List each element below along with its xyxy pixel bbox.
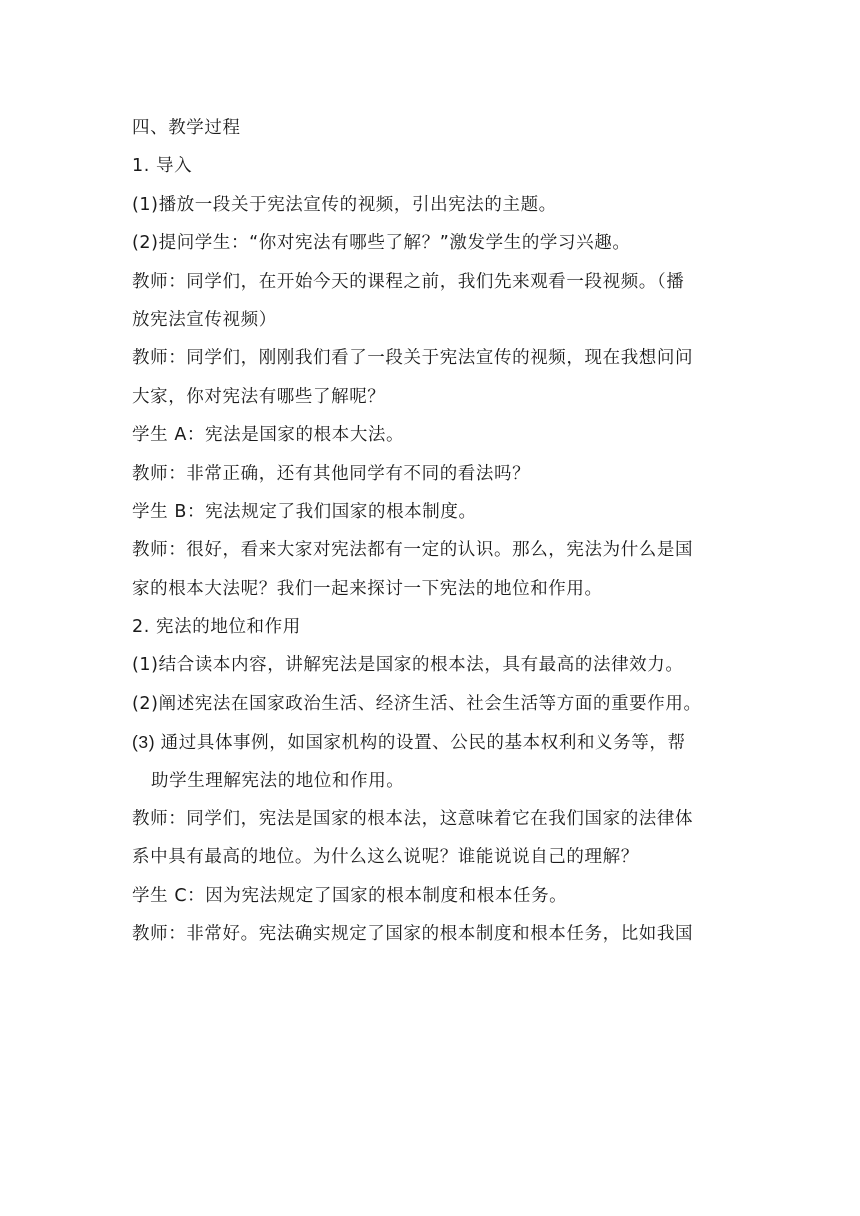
list-item: (2)阐述宪法在国家政治生活、经济生活、社会生活等方面的重要作用。 [132,693,702,714]
dialogue-line: 大家，你对宪法有哪些了解呢？ [132,386,386,407]
dialogue-line: 教师：很好，看来大家对宪法都有一定的认识。那么，宪法为什么是国 [132,540,694,561]
dialogue-line: 教师：非常正确，还有其他同学有不同的看法吗？ [132,463,531,484]
section-heading: 四、教学过程 [132,118,241,138]
dialogue-line: 学生 B：宪法规定了我们国家的根本制度。 [132,501,477,522]
subsection-heading: 2. 宪法的地位和作用 [132,617,301,638]
dialogue-line: 学生 C：因为宪法规定了国家的根本制度和根本任务。 [132,885,568,906]
list-item: (1)播放一段关于宪法宣传的视频，引出宪法的主题。 [132,194,557,215]
document-body [132,109,732,954]
dialogue-line: 教师：非常好。宪法确实规定了国家的根本制度和根本任务，比如我国 [132,924,694,945]
dialogue-line: 学生 A：宪法是国家的根本大法。 [132,425,405,446]
list-item: (3) 通过具体事例，如国家机构的设置、公民的基本权利和义务等，帮 [132,732,686,753]
list-item-continuation: 助学生理解宪法的地位和作用。 [151,770,405,791]
dialogue-line: 教师：同学们，在开始今天的课程之前，我们先来观看一段视频。（播 [132,271,685,292]
dialogue-line: 教师：同学们，宪法是国家的根本法，这意味着它在我们国家的法律体 [132,809,694,830]
dialogue-line: 教师：同学们，刚刚我们看了一段关于宪法宣传的视频，现在我想问问 [132,348,694,369]
dialogue-line: 系中具有最高的地位。为什么这么说呢？谁能说说自己的理解？ [132,847,639,868]
dialogue-line: 家的根本大法呢？我们一起来探讨一下宪法的地位和作用。 [132,578,603,599]
list-item: (1)结合读本内容，讲解宪法是国家的根本法，具有最高的法律效力。 [132,655,684,676]
list-item: (2)提问学生：“你对宪法有哪些了解？”激发学生的学习兴趣。 [132,233,631,254]
subsection-heading: 1. 导入 [132,156,193,177]
dialogue-line: 放宪法宣传视频） [132,309,277,330]
